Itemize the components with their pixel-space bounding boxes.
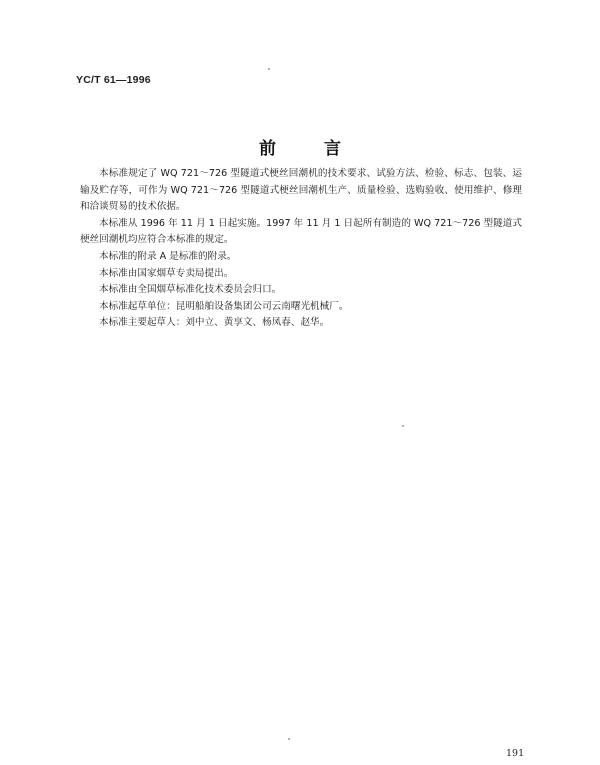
page-title: 前言 bbox=[259, 139, 389, 159]
paragraph-appendix: 本标准的附录 A 是标准的附录。 bbox=[99, 250, 237, 262]
paragraph-effective-date: 本标准从 1996 年 11 月 1 日起实施。1997 年 11 月 1 日起所有制造的 WQ 721～726 型隧道式梗丝回潮机均应符合本标准的规定。 bbox=[80, 217, 522, 246]
foreword-body bbox=[80, 166, 522, 332]
paragraph-administrator: 本标准由全国烟草标准化技术委员会归口。 bbox=[99, 284, 282, 296]
scan-speck bbox=[288, 738, 290, 740]
scan-speck bbox=[402, 425, 404, 427]
paragraph-drafting-unit: 本标准起草单位：昆明船舶设备集团公司云南曙光机械厂。 bbox=[99, 300, 349, 312]
paragraph-drafters: 本标准主要起草人：刘中立、黄享文、杨凤春、赵华。 bbox=[99, 317, 330, 329]
paragraph-scope: 本标准规定了 WQ 721～726 型隧道式梗丝回潮机的技术要求、试验方法、检验、标志、包装、运输及贮存等，可作为 WQ 721～726 型隧道式梗丝回潮机生产、质量检验、选购验收、使用维护、修理和洽谈贸易的技术依据。 bbox=[80, 168, 522, 213]
document-code: YC/T 61—1996 bbox=[76, 74, 151, 86]
scan-speck bbox=[268, 68, 270, 70]
paragraph-proposer: 本标准由国家烟草专卖局提出。 bbox=[99, 267, 234, 279]
page-number: 191 bbox=[506, 748, 525, 759]
